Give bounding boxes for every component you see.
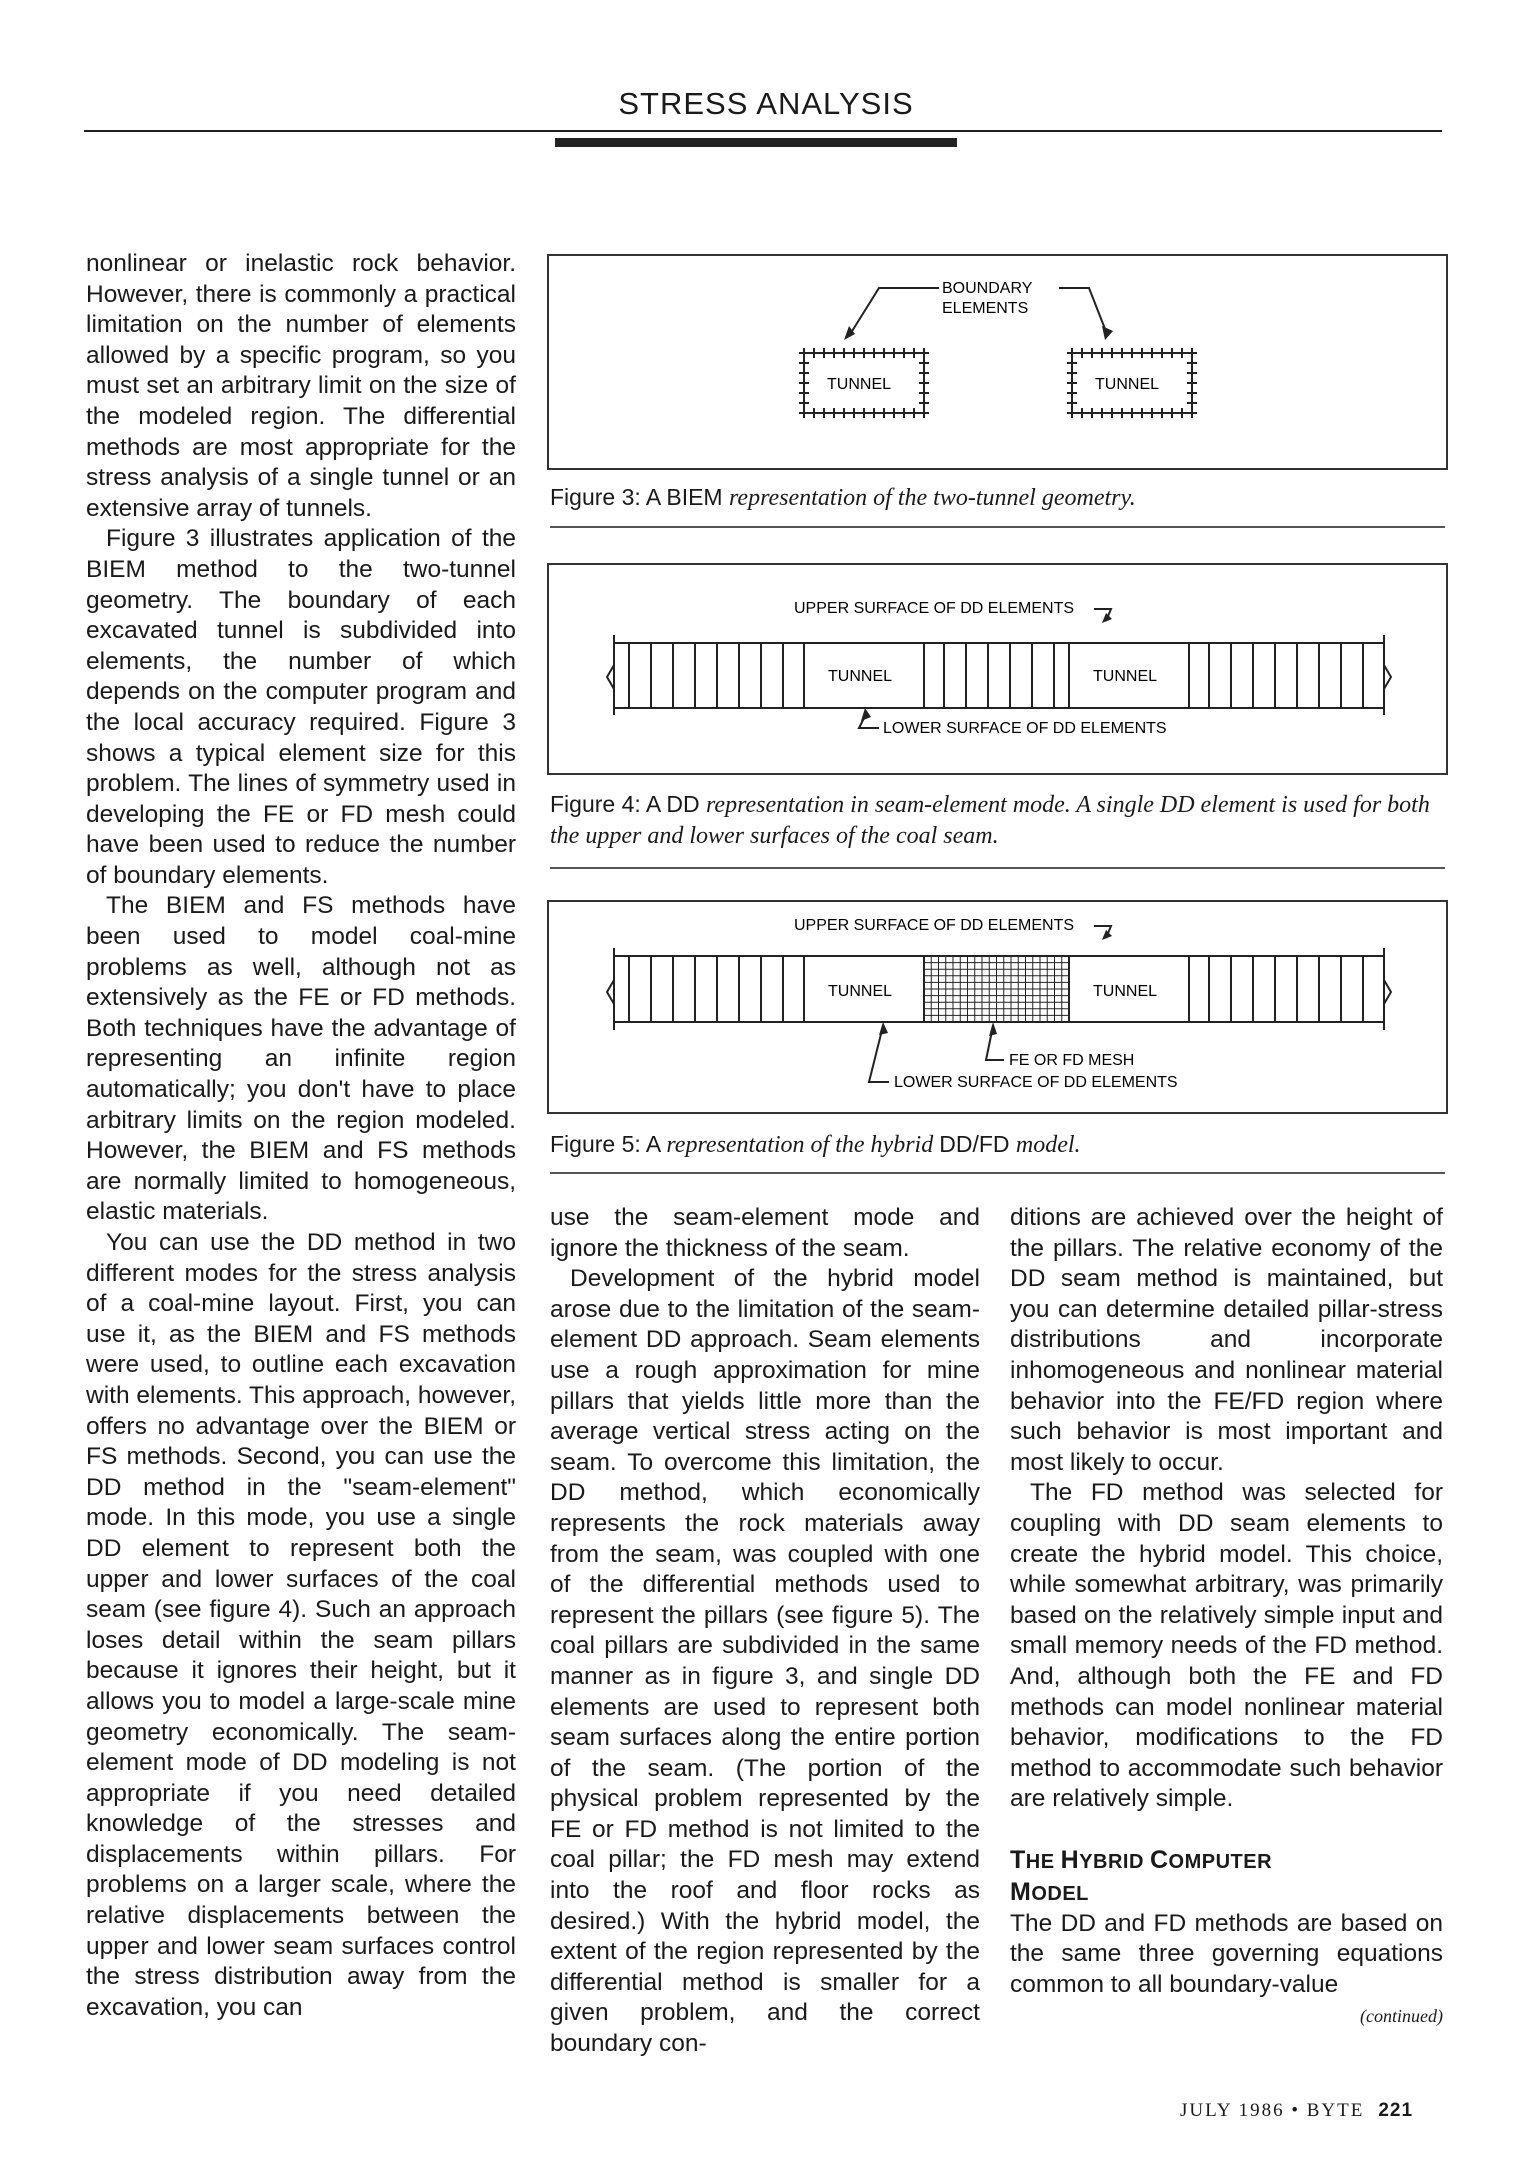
figure-4-label: Figure 4: [550, 791, 635, 817]
column-3: [1010, 1203, 1443, 2027]
figure-4-caption: [550, 789, 1445, 851]
caption-text: : A: [634, 1131, 667, 1157]
paragraph: You can use the DD method in two different modes for the stress analysis of a coal-mine layout. First, you can use it, as the BIEM and FS methods were used, to outline each excavation with elements. This approach, however, offers no advantage over the BIEM or FS methods. Second, you can use the DD method in the "seam-element" mode. In this mode, you use a single DD element to represent both the upper and lower surfaces of the coal seam (see figure 4). Such an approach loses detail within the seam pillars because it ignores their height, but it allows you to model a large-scale mine geometry economically. The seam-element mode of DD modeling is not appropriate if you need detailed knowledge of the stresses and displacements within pillars. For problems on a larger scale, where the relative displacements between the upper and lower seam surfaces control the stress distribution away from the excavation, you can: [86, 1229, 516, 2021]
paragraph: Figure 3 illustrates application of the BIEM method to the two-tunnel geometry. The boundary of each excavated tunnel is subdivided into elements, the number of which depends on the computer program and the local accuracy required. Figure 3 shows a typical element size for this problem. The lines of symmetry used in developing the FE or FD mesh could have been used to reduce the number of boundary elements.: [86, 525, 516, 889]
boundary-label-1: BOUNDARY: [942, 280, 1033, 297]
figure-5: [547, 900, 1448, 1114]
paragraph: nonlinear or inelastic rock behavior. However, there is commonly a practical limitation on the number of elements allowed by a specific program, so you must set an arbitrary limit on the size of the modeled region. The differential methods are most appropriate for the stress analysis of a single tunnel or an extensive array of tunnels.: [86, 250, 516, 522]
paragraph: use the seam-element mode and ignore the thickness of the seam.: [550, 1204, 980, 1262]
tunnel-label-left: TUNNEL: [828, 668, 893, 685]
figure-5-caption: [550, 1129, 1445, 1160]
upper-surface-label: UPPER SURFACE OF DD ELEMENTS: [794, 917, 1075, 934]
caption-text: DD/FD: [939, 1131, 1016, 1157]
figure-5-label: Figure 5: [550, 1131, 635, 1157]
fd-mesh-grid: [924, 956, 1069, 1022]
section-heading: THE HYBRID COMPUTER MODEL: [1010, 1845, 1273, 1906]
running-header: STRESS ANALYSIS: [618, 86, 914, 121]
figure-3-diagram: [549, 256, 1446, 468]
tunnel-label-right: TUNNEL: [1093, 983, 1158, 1000]
figure-4-diagram: [549, 565, 1446, 773]
mesh-label: FE OR FD MESH: [1009, 1052, 1135, 1069]
paragraph: The FD method was selected for coupling with DD seam elements to create the hybrid model. This choice, while somewhat arbitrary, was primarily based on the relatively simple input and small memory needs of the FD method. And, although both the FE and FD methods can model nonlinear material behavior, modifications to the FD method to accommodate such behavior are relatively simple.: [1010, 1479, 1443, 1813]
figure-3: [547, 254, 1448, 470]
column-2: [550, 1203, 980, 2060]
figure-5-diagram: [549, 902, 1446, 1112]
tunnel-label-right: TUNNEL: [1093, 668, 1158, 685]
paragraph: ditions are achieved over the height of the pillars. The relative economy of the DD seam method is maintained, but you can determine detailed pillar-stress distributions and incorporate inhomogeneous and nonlinear material behavior into the FE/FD region where such behavior is most important and most likely to occur.: [1010, 1204, 1443, 1476]
page-number: 221: [1378, 2100, 1414, 2121]
continued-note: (continued): [1360, 2005, 1443, 2026]
caption-text: : A BIEM: [634, 484, 729, 510]
figure-4: [547, 563, 1448, 775]
figure-3-label: Figure 3: [550, 484, 635, 510]
paragraph: Development of the hybrid model arose due to the limitation of the seam-element DD approach. Seam elements use a rough approximation for mine pillars that yields little more than the average vertical stress acting on the seam. To overcome this limitation, the DD method, which economically represents the rock materials away from the seam, was coupled with one of the differential methods used to represent the pillars (see figure 5). The coal pillars are subdivided in the same manner as in figure 3, and single DD elements are used to represent both seam surfaces along the entire portion of the seam. (The portion of the physical problem represented by the FE or FD method is not limited to the coal pillar; the FD mesh may extend into the roof and floor rocks as desired.) With the hybrid model, the extent of the region represented by the differential method is smaller for a given problem, and the correct boundary con-: [550, 1265, 980, 2058]
caption-text: : A DD: [634, 791, 706, 817]
header-rule: [84, 130, 1442, 132]
column-1: [86, 249, 516, 2023]
caption-rule: [550, 1172, 1445, 1174]
lower-surface-label: LOWER SURFACE OF DD ELEMENTS: [883, 720, 1167, 737]
header-bar: [555, 138, 957, 147]
caption-rule: [550, 526, 1445, 528]
figure-3-caption: [550, 482, 1445, 513]
dd-element-cells: [629, 643, 1363, 708]
boundary-label-2: ELEMENTS: [942, 300, 1029, 317]
paragraph: The BIEM and FS methods have been used to model coal-mine problems as well, although not as extensively as the FE or FD methods. Both techniques have the advantage of representing an infinite region automatically; you don't have to place arbitrary limits on the region modeled. However, the BIEM and FS methods are normally limited to homogeneous, elastic materials.: [86, 892, 516, 1226]
tunnel-label-left: TUNNEL: [828, 983, 893, 1000]
issue-label: JULY 1986 • BYTE: [1180, 2100, 1365, 2121]
tunnel-label-right: TUNNEL: [1095, 376, 1160, 393]
caption-rule: [550, 867, 1445, 869]
paragraph: The DD and FD methods are based on the same three governing equations common to all boundary-value: [1010, 1909, 1443, 1999]
caption-italic: representation of the two-tunnel geometry.: [728, 485, 1136, 511]
caption-italic: model.: [1015, 1132, 1081, 1158]
lower-surface-label: LOWER SURFACE OF DD ELEMENTS: [894, 1074, 1178, 1091]
caption-italic: representation in seam-element mode. A single DD element is used for both the upper and lower surfaces of the coal seam.: [550, 792, 1430, 849]
upper-surface-label: UPPER SURFACE OF DD ELEMENTS: [794, 600, 1075, 617]
tunnel-label-left: TUNNEL: [827, 376, 892, 393]
caption-italic: representation of the hybrid: [666, 1132, 940, 1158]
page-footer: [1180, 2100, 1413, 2122]
